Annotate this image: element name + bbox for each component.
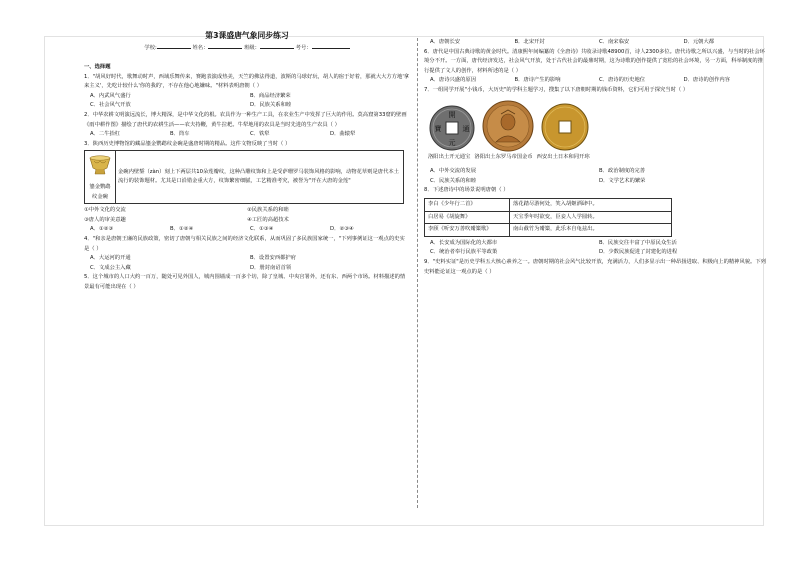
q1-options	[90, 92, 410, 111]
q5-options	[430, 38, 768, 48]
q1-option-d[interactable]: D．民族关系和睦	[250, 102, 292, 109]
kaiyuan-coin-image	[428, 104, 476, 152]
q8-poem-table	[424, 198, 672, 237]
name-blank[interactable]	[208, 42, 242, 49]
coin-caption-1: 洛阳出土开元通宝	[428, 153, 471, 160]
school-blank[interactable]	[157, 42, 191, 49]
q5-option-a[interactable]: A．唐朝长安	[430, 39, 461, 45]
q2-option-b[interactable]: B．筒车	[170, 131, 190, 138]
coin-caption-3: 西安出土日本和同开珎	[536, 153, 590, 160]
q3-stem: 3．陕西历史博物馆的藏品鎏金鹦鹉纹金碗是盛唐时期的精品。这件文物反映了当时（ ）	[84, 140, 291, 147]
left-column	[84, 31, 410, 292]
q2-options	[90, 130, 410, 140]
q7-option-a[interactable]: A．中外交流的发展	[430, 168, 476, 175]
q9-stem: 9．"史料实证"是历史学科五大核心素养之一。唐朝时期的社会风气比较开放，充满活力，人们多显示出一种昂扬进取、积极向上的精神风貌。下列史料能论证这一观点的是（ ）	[424, 258, 766, 275]
q8-poet-2: 白居易《胡旋舞》	[425, 211, 510, 224]
q8-line-1: 落花踏尽游何处，笑入胡姬酒肆中。	[510, 198, 672, 211]
q8-stem: 8．下述唐诗中的场景说明唐朝（ ）	[424, 187, 509, 194]
q8-line-2: 天宝季年时欲变，臣妾人人学圆转。	[510, 211, 672, 224]
exam-number-label: 考号：	[295, 45, 312, 51]
q2-option-c[interactable]: C．铁犁	[250, 131, 270, 138]
exam-number-blank[interactable]	[312, 42, 350, 49]
page-title: 第3课盛唐气象同步练习	[205, 31, 289, 40]
q2-option-a[interactable]: A．二牛抬杠	[90, 131, 121, 138]
q8-poet-1: 李白《少年行二首》	[425, 198, 510, 211]
table-row	[425, 198, 672, 211]
table-row	[425, 211, 672, 224]
q7-options	[430, 167, 768, 186]
q8-option-c[interactable]: C．统治者奉行民族平等政策	[430, 249, 498, 256]
q3-option-c[interactable]: C．①③④	[250, 226, 274, 233]
q5-option-c[interactable]: C．南宋临安	[599, 39, 630, 45]
q2-option-d[interactable]: D．曲辕犁	[330, 131, 356, 138]
q6-option-a[interactable]: A．唐诗兴盛的原因	[430, 77, 476, 84]
q6-option-b[interactable]: B．唐诗产生的影响	[514, 77, 561, 84]
q4-option-b[interactable]: B．设置安西都护府	[250, 255, 297, 262]
coin-captions	[428, 153, 768, 163]
section-heading: 一、选择题	[84, 64, 111, 70]
q1-stem: 1．"胡风好时代，歌舞动时声，西域乐舞传来，赛跑表演成热美，天竺的佛法得道，波斯的马球好玩，胡人的宿于好着，那就大大方方地'拿来主义'，先吃计较什么'你的我的'，不存在他心地嫌味。"材料表明唐朝（ ）	[84, 73, 410, 90]
q3-options	[90, 225, 410, 235]
q3-description: 金碗内壁錾（zàn）刻上下两层共10朵莲瓣纹，这种凸雕纹饰和上是受萨珊罗马装饰风格的影响，动物花草则是唐代本土流行的装饰题材。尤其是口沿错金重大方，纹饰繁密细腻，工艺精准考究，被誉为"开在大唐的金莲"	[116, 151, 404, 204]
q8-line-3: 南山截竹为觱篥，此乐本自龟兹出。	[510, 224, 672, 237]
gold-bowl-image	[88, 152, 112, 178]
q8-option-a[interactable]: A．长安成为国际化的大都市	[430, 239, 498, 246]
q3-image-caption: 鎏金鹦鹉纹金碗	[89, 183, 111, 200]
q6-option-c[interactable]: C．唐诗的历史地位	[599, 77, 646, 84]
svg-text:開: 開	[448, 110, 456, 119]
q3-items-row2	[84, 216, 410, 226]
q4-options	[90, 254, 410, 273]
q8-option-b[interactable]: B．民族交往丰富了中原民众生活	[599, 239, 677, 246]
right-column	[424, 38, 768, 277]
coin-images	[428, 100, 768, 152]
class-label: 班级：	[244, 45, 260, 51]
q4-option-d[interactable]: D．册封南诏首领	[250, 264, 292, 271]
q6-options	[430, 76, 768, 86]
q1-option-b[interactable]: B．商品经济繁荣	[250, 92, 291, 99]
q3-material-table	[84, 150, 404, 204]
q4-stem: 4．"和亲是唐朝王廉的民族政策，密切了唐朝与相关民族之间的经济文化联系，从而巩固了多民族国家统一，"下列事例证这一观点的史实是（ ）	[84, 235, 405, 252]
byzantine-coin-image	[482, 100, 534, 152]
q7-stem: 7．一组同学开展"小钱币，大历史"的学科主题学习，搜集了以下唐朝时期的钱币资料，它们可用于探究当时（ ）	[424, 86, 689, 93]
class-blank[interactable]	[260, 42, 294, 49]
q7-option-c[interactable]: C．民族关系的和睦	[430, 177, 477, 184]
q3-items-row1	[84, 206, 410, 216]
q6-option-d[interactable]: D．唐诗的创作内容	[683, 77, 730, 84]
q3-item-2: ②民族关系的和睦	[247, 207, 289, 214]
q5-option-d[interactable]: D．元朝大都	[683, 39, 715, 45]
q3-item-4: ④工匠的高超技术	[247, 216, 289, 223]
q1-option-c[interactable]: C．社会风气开放	[90, 102, 131, 109]
q7-option-b[interactable]: B．政治制度的完善	[599, 168, 646, 175]
table-row	[425, 224, 672, 237]
q3-option-d[interactable]: D．②③④	[330, 226, 354, 233]
student-info-line	[84, 42, 410, 53]
svg-text:元: 元	[448, 138, 456, 147]
q3-item-3: ③唐人的审美意趣	[84, 216, 126, 223]
q3-option-b[interactable]: B．①②④	[170, 226, 194, 233]
q3-item-1: ①中外文化的交流	[84, 207, 126, 214]
q4-option-c[interactable]: C．文成公主入藏	[90, 264, 131, 271]
q8-poet-3: 李颀《听安万善吹觱篥歌》	[425, 224, 510, 237]
q1-option-a[interactable]: A．内武风气盛行	[90, 92, 131, 99]
coin-caption-2: 洛阳出土东罗马帝国金币	[474, 153, 533, 160]
q6-stem: 6．唐代是中国古典诗歌的黄金时代。清康熙年间编纂的《全唐诗》共收录诗歌48900首，诗人2300多位。唐代诗歌之所以兴盛，与当时的社会环境分不开。一方面，唐代经济发达，社会风气开放，处于古代社会的最鼎时期，这为诗歌的创作提供了宽松的社会环境，另一方面，科举制度的推行提供了文人的创作，材料所述的是（ ）	[424, 48, 765, 74]
q3-option-a[interactable]: A．①②③	[90, 226, 114, 233]
q5-stem: 5．这个城市的人口大约一百万，随处可见外国人，城内围墙成一百多个坊，除了皇城、中央宫署外，还有东、西两个市场。材料描述的情景最有可能出现在（ ）	[84, 274, 406, 290]
school-label: 学校:	[144, 45, 157, 51]
name-label: 姓名：	[192, 45, 209, 51]
q2-stem: 2．中华农耕文明演远流长，博大精深，是中华文化的根。农具作为一种生产工具，在农业生产中发挥了巨大的作用。莫高窟第33窟的壁画《雨中耕作图》描绘了唐代的农耕生活——农夫持鞭，黄牛拉耙。牛犁地用的农具是当时先进的生产农具（ ）	[84, 111, 407, 128]
q8-options	[430, 239, 768, 258]
svg-text:通: 通	[462, 124, 470, 133]
svg-text:寶: 寶	[434, 124, 442, 133]
column-divider	[417, 38, 418, 508]
q3-image-cell	[85, 151, 116, 204]
q7-option-d[interactable]: D．文学艺术的繁荣	[599, 177, 646, 184]
q4-option-a[interactable]: A．大运河的开通	[90, 255, 131, 262]
q5-option-b[interactable]: B．北宋开封	[514, 39, 545, 45]
wadokaichin-coin-image	[540, 102, 590, 152]
q8-option-d[interactable]: D．少数民族促进了封建化的进程	[599, 249, 678, 256]
